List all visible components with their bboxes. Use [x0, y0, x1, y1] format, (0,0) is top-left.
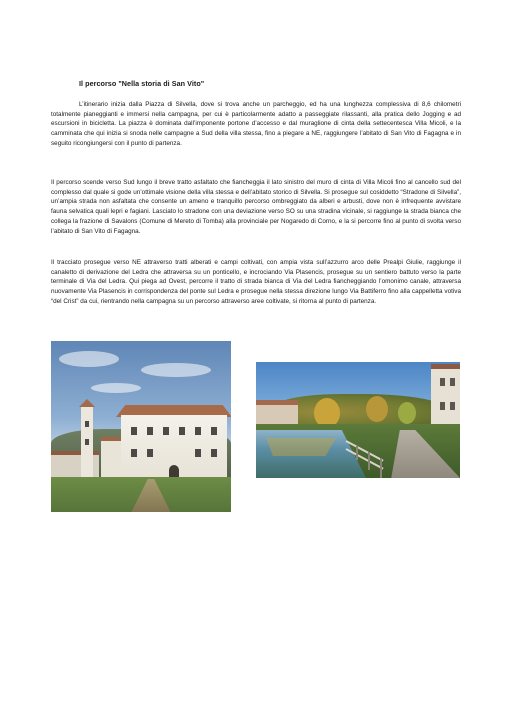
document-title: Il percorso "Nella storia di San Vito": [79, 79, 205, 88]
paragraph-route-south: Il percorso scende verso Sud lungo il breve tratto asfaltato che fiancheggia il lato sinistro del muro di cinta di Villa Micoli fino al cancello sud del complesso dal quale si gode un’ottimale visione della villa stessa e dell’abitato storico di Silvella. Si prosegue sul cosiddetto “Stradone di Silvella”, un’ampia strada non asfaltata che consente un ameno e tranquillo percorso ombreggiato da alberi e arbusti, dove non è infrequente avvistare fauna selvatica quali lepri e fagiani. Lasciato lo stradone con una deviazione verso SO su una stradina vicinale, si raggiunge la strada bianca che collega la frazione di Savalons (Comune di Mereto di Tomba) alla provinciale per Nogaredo di Corno, e la si percorre fino al punto di svolta verso l’abitato di San Vito di Fagagna.: [51, 179, 461, 235]
paragraph-intro: L’itinerario inizia dalla Piazza di Silvella, dove si trova anche un parcheggio, ed ha una lunghezza complessiva di 8,6 chilometri totalmente pianeggianti e immersi nella campagna, per cui è particolarmente adatto a passeggiate rilassanti, alla pratica dello Jogging e ad escursioni in bicicletta. La piazza è dominata dall’imponente portone d’accesso e dal muraglione di cinta della settecentesca Villa Micoli, e la camminata che qui inizia si snoda nelle campagne a Sud della villa stessa, fino a piegare a NE, raggiungere l’abitato di San Vito di Fagagna e in seguito ricongiungersi con il punto di partenza.: [51, 101, 461, 147]
paragraph-route-northeast: Il tracciato prosegue verso NE attraverso tratti alberati e campi coltivati, con ampia vista sull’azzurro arco delle Prealpi Giulie, raggiunge il canaletto di derivazione del Ledra che attraversa su un ponticello, e incrociando Via Plasencis, prosegue su un sentiero battuto verso la parte terminale di Via del Ledra. Qui piega ad Ovest, percorre il tratto di strada bianca di Via del Ledra fiancheggiando l’omonimo canale, attraversa nuovamente Via Plasencis in corrispondenza del ponte sul Ledra e prosegue nella stessa direzione lungo Via Battiferro fino alla cappelletta votiva “del Crist” da cui, rientrando nella campagna su un percorso attraverso aree coltivate, si ritorna al punto di partenza.: [51, 259, 461, 305]
villa-photo: [51, 341, 231, 512]
canal-photo: [256, 362, 460, 478]
